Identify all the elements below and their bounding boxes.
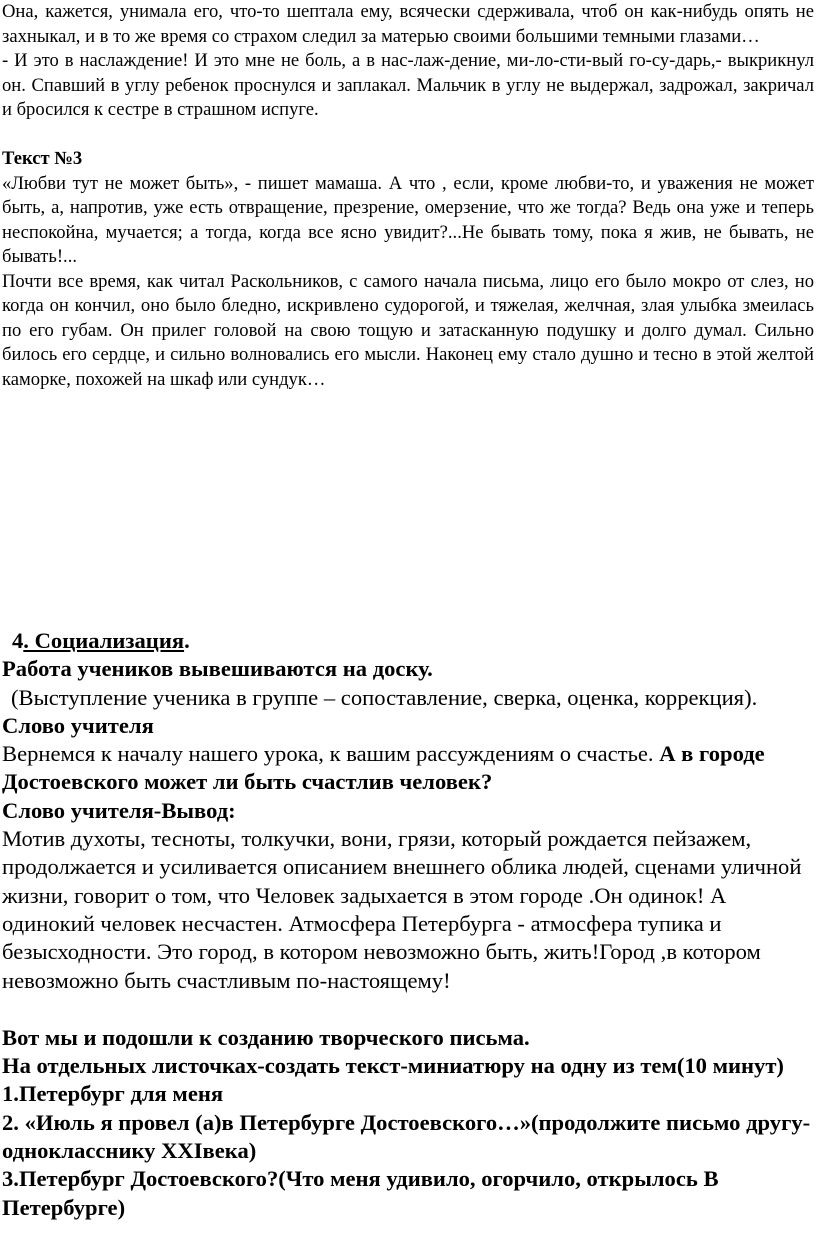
section-title: . Социализация	[23, 628, 185, 653]
text-3-title: Текст №3	[2, 148, 83, 169]
excerpt-paragraph-2: - И это в наслаждение! И это мне не боль, а в нас-лаж-дение, ми-ло-сти-вый го-су-дарь,- выкрикнул он. Спавший в углу ребенок проснулся и заплакал. Мальчик в углу не выдержал, задрожал, закричал и бросился к сестре в страшном испуге.	[2, 50, 814, 120]
excerpt-paragraph-4: Почти все время, как читал Раскольников, с самого начала письма, лицо его было мокро от слез, но когда он кончил, оно было бледно, искривлено судорогой, и тяжелая, желчная, злая улыбка змеилась по его губам. Он прилег головой на свою тощую и затасканную подушку и долго думал. Сильно билось его сердце, и сильно волновались его мысли. Наконец ему стало душно и тесно в этой желтой каморке, похожей на шкаф или сундук…	[2, 270, 814, 390]
teacher-word-heading: Слово учителя	[2, 712, 154, 738]
section-heading	[2, 627, 814, 655]
task-instruction: На отдельных листочках-создать текст-миниатюру на одну из тем(10 минут)	[2, 1053, 784, 1079]
spacer	[2, 123, 814, 148]
section-heading-dot: .	[184, 628, 190, 653]
spacer	[2, 995, 814, 1024]
excerpt-paragraph-3: «Любви тут не может быть», - пишет мамаша. А что , если, кроме любви-то, и уважения не может быть, а, напротив, уже есть отвращение, презрение, омерзение, что же тогда? Ведь она уже и теперь неспокойна, мучается; а тогда, когда все ясно увидит?...Не бывать тому, пока я жив, не бывать, не бывать!...	[2, 172, 814, 267]
creative-writing-intro: Вот мы и подошли к созданию творческого письма.	[2, 1024, 530, 1050]
student-presentation-line: (Выступление ученика в группе – сопоставление, сверка, оценка, коррекция).	[11, 684, 758, 710]
excerpt-paragraph-1: Она, кажется, унимала его, что-то шептала ему, всячески сдерживала, чтоб он как-нибудь опять не захныкал, и в то же время со страхом следил за матерью своими большими темными глазами…	[2, 1, 814, 47]
text-excerpts	[2, 0, 814, 392]
return-text: Вернемся к началу нашего урока, к вашим рассуждениям о счастье.	[2, 741, 660, 767]
conclusion-paragraph: Мотив духоты, тесноты, толкучки, вони, грязи, который рождается пейзажем, продолжается и усиливается описанием внешнего облика людей, сценами уличной жизни, говорит о том, что Человек задыхается в этом городе .Он одинок! А одинокий человек несчастен. Атмосфера Петербурга - атмосфера тупика и безысходности. Это город, в котором невозможно быть, жить!Город ,в котором невозможно быть счастливым по-настоящему!	[2, 826, 802, 993]
return-paragraph	[2, 740, 814, 797]
section-number: 4	[12, 628, 24, 653]
conclusion-heading: Слово учителя-Вывод:	[2, 797, 236, 823]
socialization-section	[2, 627, 814, 1222]
topic-1: 1.Петербург для меня	[2, 1081, 224, 1107]
return-question: А в городе Достоевского может ли быть счастлив человек?	[2, 741, 765, 795]
student-work-line: Работа учеников вывешиваются на доску.	[2, 656, 433, 682]
topic-2: 2. «Июль я провел (а)в Петербурге Достоевского…»(продолжите письмо другу-однокласснику XXIвека)	[2, 1109, 811, 1164]
topic-3: 3.Петербург Достоевского?(Что меня удивило, огорчило, открылось В Петербурге)	[2, 1166, 719, 1220]
